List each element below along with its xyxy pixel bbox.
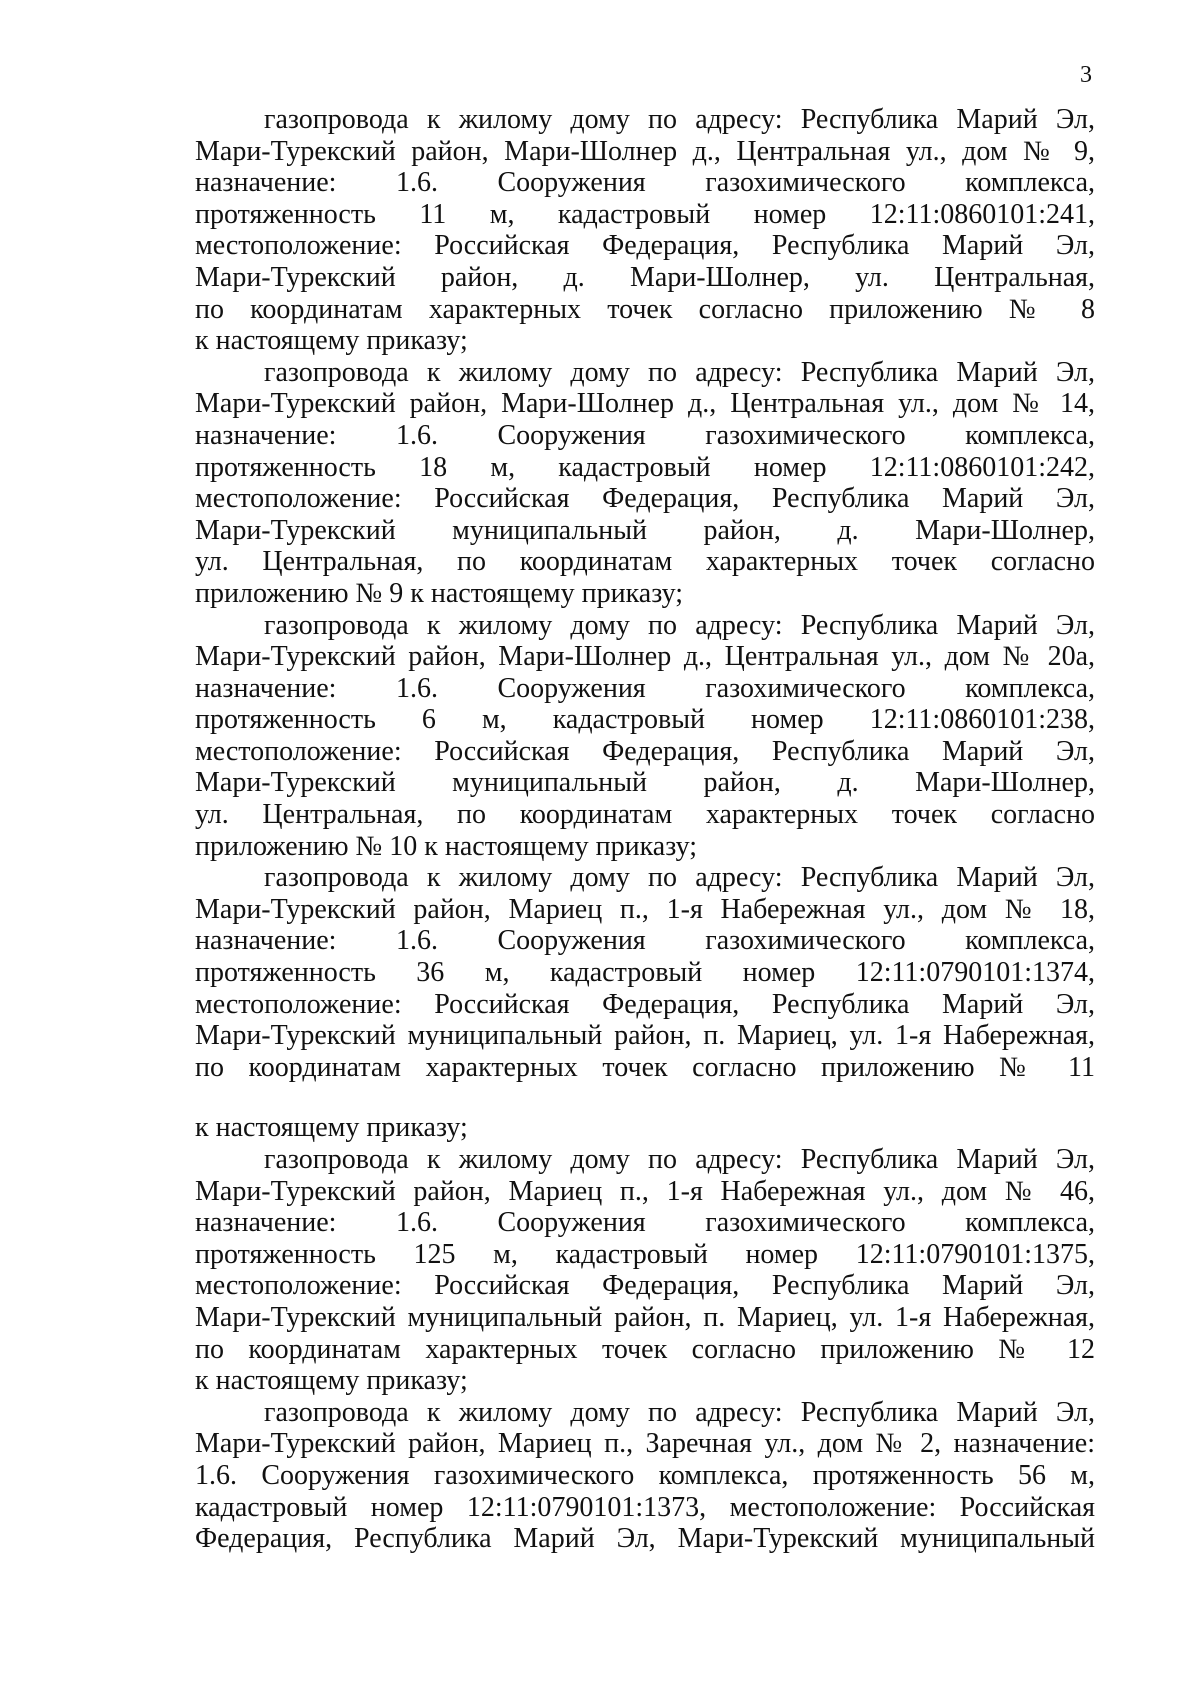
text-line: газопровода к жилому дому по адресу: Республика Марий Эл, (264, 1396, 1095, 1428)
paragraph-6 (195, 1397, 1095, 1555)
text-line: Мари-Турекский муниципальный район, п. Мариец, ул. 1-я Набережная, (195, 1301, 1095, 1333)
text-line: по координатам характерных точек согласно приложению № 8 (195, 293, 1095, 325)
text-line: Мари-Турекский район, Мариец п., Заречная ул., дом № 2, назначение: (195, 1428, 1095, 1460)
text-line: назначение: 1.6. Сооружения газохимического комплекса, (195, 925, 1095, 957)
text-line: протяженность 36 м, кадастровый номер 12:11:0790101:1374, (195, 957, 1095, 989)
paragraph-4-continued (195, 1112, 1095, 1144)
document-body (195, 104, 1095, 1555)
text-line: газопровода к жилому дому по адресу: Республика Марий Эл, (264, 609, 1095, 641)
text-line: местоположение: Российская Федерация, Республика Марий Эл, (195, 483, 1095, 515)
text-line: местоположение: Российская Федерация, Республика Марий Эл, (195, 230, 1095, 262)
text-line: Мари-Турекский район, Мари-Шолнер д., Центральная ул., дом № 9, (195, 135, 1095, 167)
text-line: к настоящему приказу; (195, 1365, 468, 1397)
page-number: 3 (1080, 62, 1092, 88)
paragraph-2 (195, 357, 1095, 610)
paragraph-5 (195, 1144, 1095, 1397)
text-line: газопровода к жилому дому по адресу: Республика Марий Эл, (264, 356, 1095, 388)
text-line: Мари-Турекский муниципальный район, д. Мари-Шолнер, (195, 767, 1095, 799)
text-line: Мари-Турекский муниципальный район, д. Мари-Шолнер, (195, 514, 1095, 546)
text-line: 1.6. Сооружения газохимического комплекса, протяженность 56 м, (195, 1459, 1095, 1491)
text-line: к настоящему приказу; (195, 1112, 468, 1144)
text-line: назначение: 1.6. Сооружения газохимического комплекса, (195, 1207, 1095, 1239)
text-line: ул. Центральная, по координатам характерных точек согласно (195, 546, 1095, 578)
text-line: ул. Центральная, по координатам характерных точек согласно (195, 799, 1095, 831)
text-line: местоположение: Российская Федерация, Республика Марий Эл, (195, 1270, 1095, 1302)
text-line: газопровода к жилому дому по адресу: Республика Марий Эл, (264, 104, 1095, 135)
text-line: Мари-Турекский район, Мари-Шолнер д., Центральная ул., дом № 20а, (195, 641, 1095, 673)
text-line: газопровода к жилому дому по адресу: Республика Марий Эл, (264, 862, 1095, 894)
text-line: по координатам характерных точек согласно приложению № 12 (195, 1333, 1095, 1365)
text-line: протяженность 11 м, кадастровый номер 12:11:0860101:241, (195, 198, 1095, 230)
text-line: Мари-Турекский район, Мариец п., 1-я Набережная ул., дом № 46, (195, 1175, 1095, 1207)
text-line: Мари-Турекский район, Мариец п., 1-я Набережная ул., дом № 18, (195, 893, 1095, 925)
paragraph-4 (195, 862, 1095, 1083)
text-line: местоположение: Российская Федерация, Республика Марий Эл, (195, 735, 1095, 767)
page-gap (195, 1083, 1095, 1112)
text-line: назначение: 1.6. Сооружения газохимического комплекса, (195, 167, 1095, 199)
text-line: к настоящему приказу; (195, 325, 468, 357)
text-line: кадастровый номер 12:11:0790101:1373, местоположение: Российская (195, 1491, 1095, 1523)
paragraph-1 (195, 104, 1095, 357)
text-line: газопровода к жилому дому по адресу: Республика Марий Эл, (264, 1144, 1095, 1175)
text-line: назначение: 1.6. Сооружения газохимического комплекса, (195, 419, 1095, 451)
text-line: Мари-Турекский муниципальный район, п. Мариец, ул. 1-я Набережная, (195, 1020, 1095, 1052)
text-line: протяженность 18 м, кадастровый номер 12:11:0860101:242, (195, 451, 1095, 483)
text-line: протяженность 125 м, кадастровый номер 12:11:0790101:1375, (195, 1238, 1095, 1270)
text-line: Мари-Турекский район, Мари-Шолнер д., Центральная ул., дом № 14, (195, 388, 1095, 420)
text-line: протяженность 6 м, кадастровый номер 12:11:0860101:238, (195, 704, 1095, 736)
text-line: местоположение: Российская Федерация, Республика Марий Эл, (195, 988, 1095, 1020)
text-line: назначение: 1.6. Сооружения газохимического комплекса, (195, 672, 1095, 704)
text-line: приложению № 10 к настоящему приказу; (195, 830, 698, 862)
paragraph-3 (195, 610, 1095, 863)
text-line: приложению № 9 к настоящему приказу; (195, 577, 684, 609)
text-line: по координатам характерных точек согласно приложению № 11 (195, 1051, 1095, 1083)
text-line: Федерация, Республика Марий Эл, Мари-Турекский муниципальный (195, 1523, 1095, 1555)
text-line: Мари-Турекский район, д. Мари-Шолнер, ул. Центральная, (195, 261, 1095, 293)
